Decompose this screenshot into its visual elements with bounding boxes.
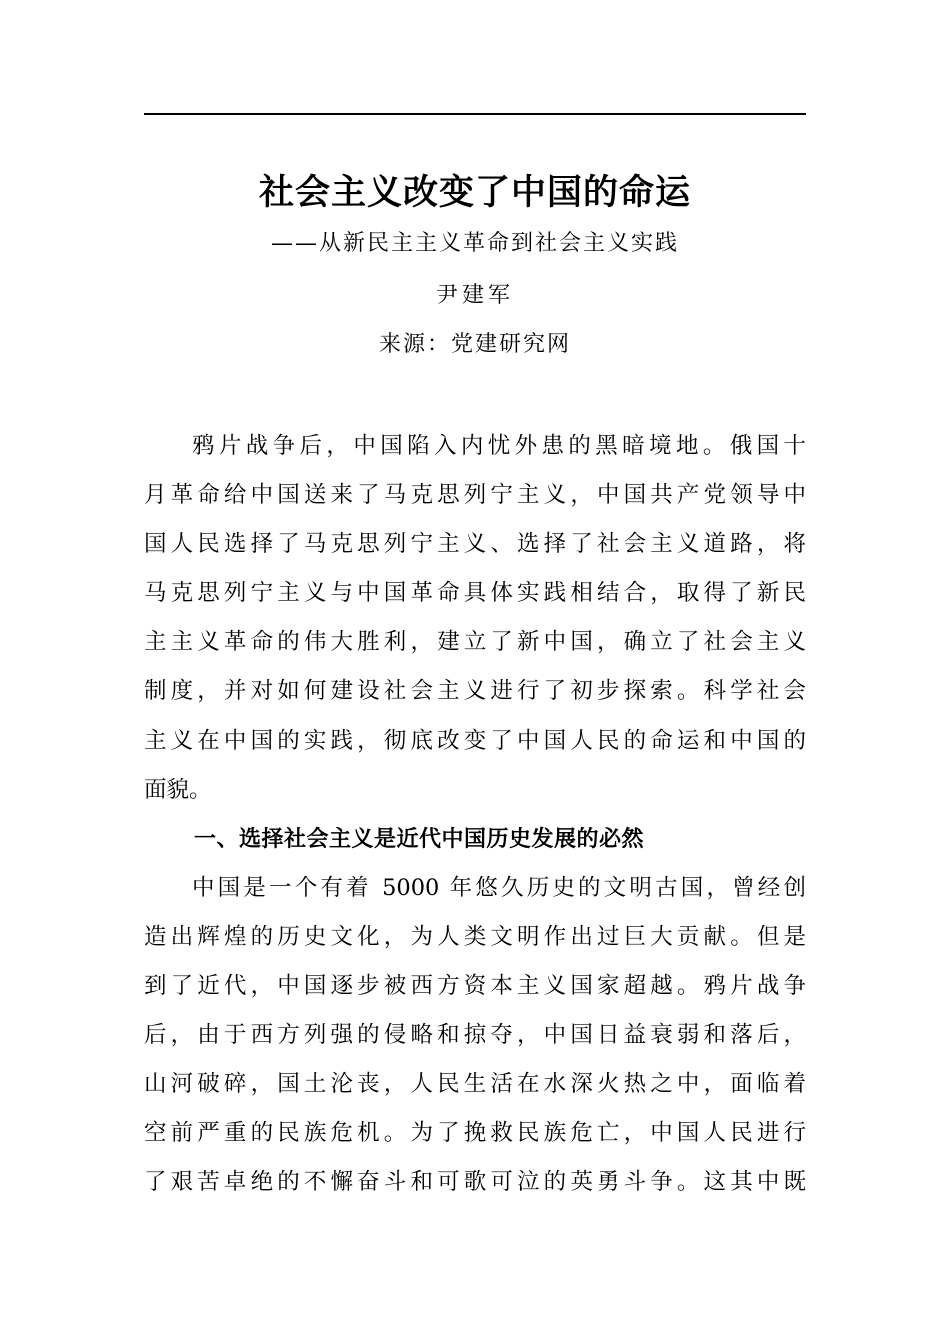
paragraph-line: 月革命给中国送来了马克思列宁主义，中国共产党领导中 (144, 482, 806, 509)
header-rule (144, 113, 806, 115)
source-line: 来源：党建研究网 (378, 332, 571, 357)
section-heading: 一、选择社会主义是近代中国历史发展的必然 (194, 826, 645, 852)
paragraph-line: 造出辉煌的历史文化，为人类文明作出过巨大贡献。但是 (144, 923, 806, 950)
paragraph-line: 制度，并对如何建设社会主义进行了初步探索。科学社会 (144, 678, 806, 705)
paragraph-line: 了艰苦卓绝的不懈奋斗和可歌可泣的英勇斗争。这其中既 (144, 1169, 806, 1196)
paragraph-line: 主主义革命的伟大胜利，建立了新中国，确立了社会主义 (144, 629, 806, 656)
paragraph-line: 到了近代，中国逐步被西方资本主义国家超越。鸦片战争 (144, 973, 806, 1000)
paragraph-line: 中国是一个有着 5000 年悠久历史的文明古国，曾经创 (192, 874, 806, 901)
author-name: 尹建军 (435, 283, 514, 308)
paragraph-line: 鸦片战争后，中国陷入内忧外患的黑暗境地。俄国十 (192, 433, 806, 459)
paragraph-line: 国人民选择了马克思列宁主义、选择了社会主义道路，将 (144, 531, 806, 558)
paragraph-line: 马克思列宁主义与中国革命具体实践相结合，取得了新民 (144, 580, 806, 607)
paragraph-line: 面貌。 (144, 776, 212, 803)
paragraph-line: 空前严重的民族危机。为了挽救民族危亡，中国人民进行 (144, 1120, 806, 1147)
paragraph-line: 后，由于西方列强的侵略和掠夺，中国日益衰弱和落后， (144, 1022, 806, 1049)
page-title: 社会主义改变了中国的命运 (258, 172, 691, 213)
paragraph-line: 山河破碎，国土沦丧，人民生活在水深火热之中，面临着 (144, 1071, 806, 1098)
page-subtitle: ——从新民主主义革命到社会主义实践 (270, 231, 679, 256)
article-body (144, 424, 806, 1210)
paragraph-line: 主义在中国的实践，彻底改变了中国人民的命运和中国的 (144, 727, 806, 754)
